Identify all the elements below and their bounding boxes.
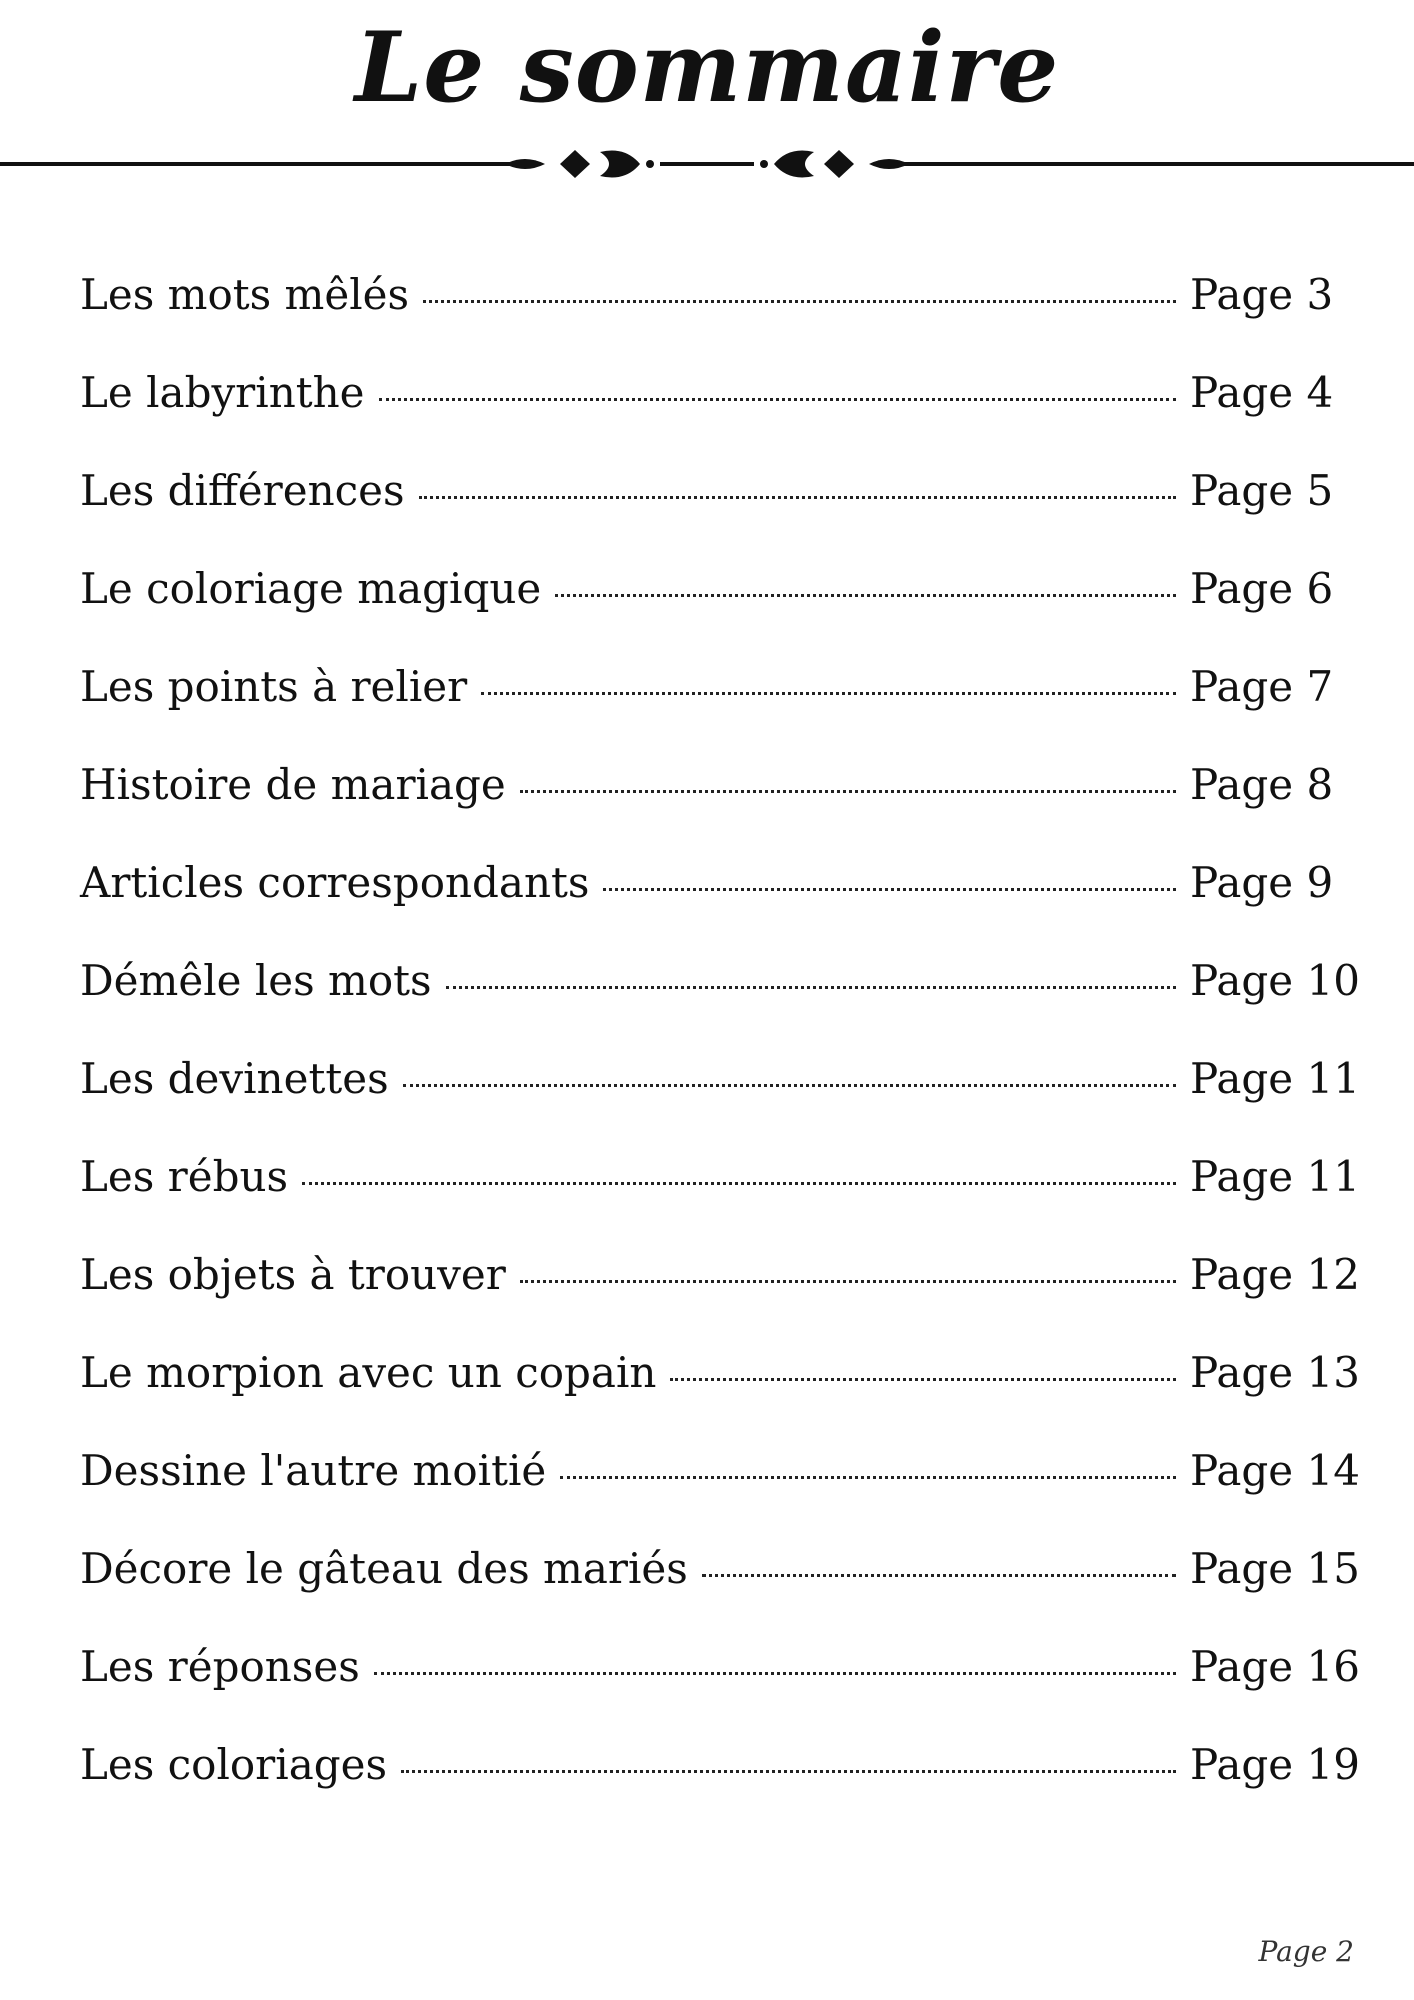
toc-page: Page 5 [1190,466,1334,515]
dot-leader [379,398,1176,401]
dot-leader [603,888,1176,891]
toc-label: Les réponses [80,1642,360,1691]
toc-item [80,564,1340,662]
toc-item [80,1250,1360,1348]
toc-label: Le labyrinthe [80,368,365,417]
toc-page: Page 11 [1190,1054,1360,1103]
dot-leader [403,1084,1176,1087]
toc-page: Page 15 [1190,1544,1360,1593]
dot-leader [560,1476,1176,1479]
toc-label: Les mots mêlés [80,270,410,319]
toc-page: Page 13 [1190,1348,1360,1397]
dot-leader [555,594,1176,597]
toc-item [80,270,1340,368]
dot-leader [702,1574,1176,1577]
dot-leader [481,692,1176,695]
toc-page: Page 11 [1190,1152,1360,1201]
dot-leader [446,986,1176,989]
toc-item [80,956,1360,1054]
toc-item [80,1348,1360,1446]
toc-page: Page 14 [1190,1446,1360,1495]
toc-item [80,368,1340,466]
dot-leader [423,300,1176,303]
toc-page: Page 8 [1190,760,1334,809]
dot-leader [374,1672,1176,1675]
toc-item [80,662,1340,760]
toc-label: Démêle les mots [80,956,432,1005]
toc-item [80,1446,1360,1544]
toc-item [80,760,1340,858]
toc-page: Page 3 [1190,270,1334,319]
toc-item [80,1740,1360,1838]
page-title: Le sommaire [354,11,1060,124]
toc-label: Histoire de mariage [80,760,506,809]
dot-leader [520,1280,1176,1283]
toc-item [80,1152,1360,1250]
toc-label: Les objets à trouver [80,1250,506,1299]
decorative-divider-icon [0,140,1414,190]
table-of-contents [80,270,1360,1838]
toc-label: Les devinettes [80,1054,389,1103]
toc-page: Page 6 [1190,564,1334,613]
page-number: Page 2 [1258,1935,1354,1968]
toc-label: Les coloriages [80,1740,388,1789]
toc-label: Dessine l'autre moitié [80,1446,547,1495]
dot-leader [670,1378,1176,1381]
toc-label: Les différences [80,466,405,515]
toc-item [80,858,1340,956]
toc-label: Articles correspondants [80,858,590,907]
dot-leader [302,1182,1176,1185]
toc-label: Les rébus [80,1152,289,1201]
page-header [0,0,1414,200]
toc-label: Le morpion avec un copain [80,1348,657,1397]
toc-page: Page 4 [1190,368,1334,417]
toc-item [80,1054,1360,1152]
toc-page: Page 19 [1190,1740,1360,1789]
toc-page: Page 12 [1190,1250,1360,1299]
toc-label: Le coloriage magique [80,564,542,613]
toc-page: Page 10 [1190,956,1360,1005]
toc-page: Page 16 [1190,1642,1360,1691]
toc-item [80,1642,1360,1740]
dot-leader [520,790,1176,793]
toc-page: Page 9 [1190,858,1334,907]
toc-page: Page 7 [1190,662,1334,711]
toc-item [80,1544,1360,1642]
toc-label: Les points à relier [80,662,468,711]
dot-leader [401,1770,1176,1773]
dot-leader [419,496,1176,499]
toc-label: Décore le gâteau des mariés [80,1544,688,1593]
toc-item [80,466,1340,564]
